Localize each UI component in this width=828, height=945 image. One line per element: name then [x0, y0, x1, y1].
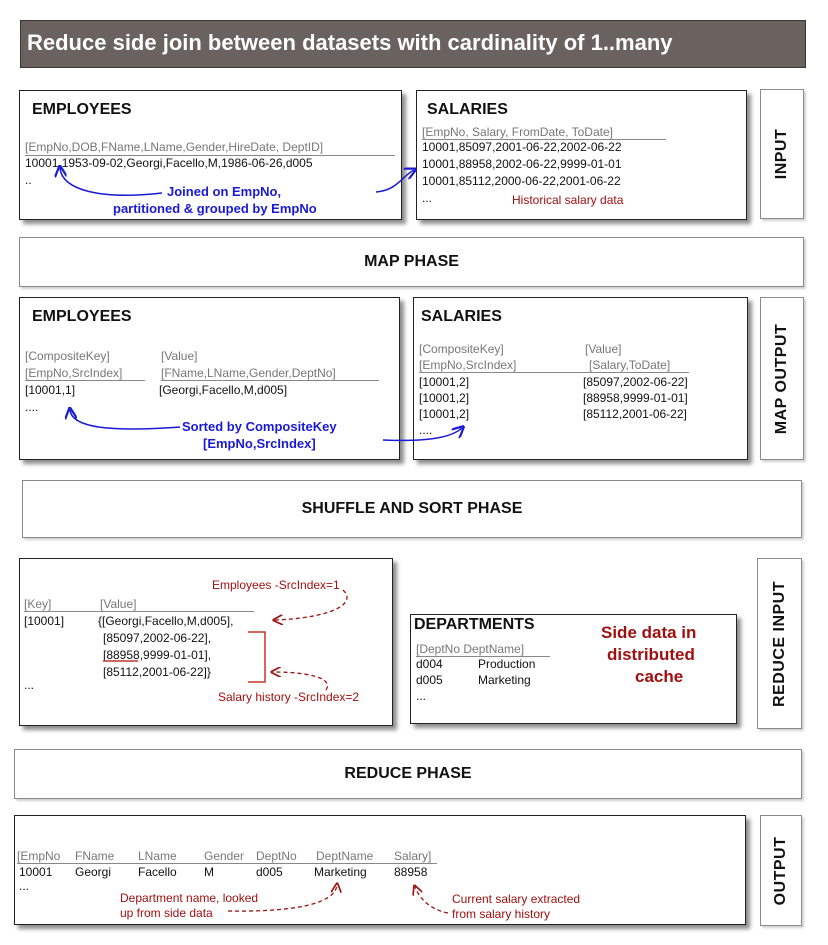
map-phase-bar: [19, 237, 804, 287]
side-data-line3: cache: [635, 667, 684, 686]
dept-note-line2: up from side data: [120, 906, 213, 920]
col-header: [EmpNo: [17, 849, 61, 863]
cell: Facello: [138, 865, 177, 879]
value-header: [Value]: [161, 349, 198, 363]
salary-note: Historical salary data: [512, 193, 624, 207]
side-label-output: [760, 815, 802, 926]
col-header: Gender: [204, 849, 245, 863]
key-header-sub: [EmpNo,SrcIndex]: [25, 366, 123, 380]
table-row-more: ..: [25, 173, 32, 187]
side-data-line1: Side data in: [601, 623, 697, 642]
table-header: [DeptNo DeptName]: [416, 642, 525, 656]
row-more: ...: [416, 689, 427, 703]
phase-label: SHUFFLE AND SORT PHASE: [301, 500, 523, 517]
value-header-sub: [Salary,ToDate]: [589, 358, 671, 372]
side-label-text: INPUT: [773, 128, 790, 180]
cell: 10001: [19, 865, 53, 879]
dept-name: Production: [478, 657, 536, 671]
map-output-employees-box: [19, 297, 400, 460]
value-header: [Value]: [100, 597, 137, 611]
side-data-line2: distributed: [607, 645, 695, 664]
sort-note-line2: [EmpNo,SrcIndex]: [203, 436, 316, 451]
dept-name: Marketing: [478, 673, 531, 687]
row-more: ...: [19, 879, 30, 893]
dept-no: d005: [416, 673, 443, 687]
cell: d005: [256, 865, 283, 879]
table-row: 10001,85097,2001-06-22,2002-06-22: [422, 140, 622, 154]
table-header: [EmpNo, Salary, FromDate, ToDate]: [422, 125, 613, 139]
side-label-input: [760, 89, 804, 219]
header-underline: [419, 372, 689, 373]
departments-box: [410, 614, 737, 724]
row-more: ....: [25, 400, 39, 414]
col-header: DeptName: [316, 849, 374, 863]
phase-label: MAP PHASE: [364, 253, 459, 270]
sort-note-line1: Sorted by CompositeKey: [182, 419, 337, 434]
side-label-map-output: [760, 297, 804, 460]
side-label-text: REDUCE INPUT: [770, 580, 788, 707]
row-value: [Georgi,Facello,M,d005]: [159, 383, 288, 397]
input-salaries-box: [416, 90, 747, 220]
table-header: [EmpNo,DOB,FName,LName,Gender,HireDate, DeptID]: [25, 140, 324, 154]
col-header: Salary]: [394, 849, 432, 863]
row-value: [85097,2002-06-22]: [583, 375, 688, 389]
row-value: {[Georgi,Facello,M,d005],: [98, 614, 234, 628]
row-key: [10001,2]: [419, 391, 470, 405]
reduce-phase-bar: [14, 749, 802, 799]
value-header: [Value]: [585, 342, 622, 356]
row-key: [10001]: [24, 614, 65, 628]
phase-label: REDUCE PHASE: [344, 765, 472, 782]
key-header: [CompositeKey]: [419, 342, 504, 356]
side-label-text: OUTPUT: [772, 836, 789, 905]
box-title: EMPLOYEES: [32, 101, 132, 118]
join-note-line2: partitioned & grouped by EmpNo: [113, 201, 317, 216]
salary-srcindex-note: Salary history -SrcIndex=2: [218, 690, 360, 704]
value-header-sub: [FName,LName,Gender,DeptNo]: [161, 366, 336, 380]
row-key: [10001,2]: [419, 375, 470, 389]
shuffle-phase-bar: [22, 480, 802, 538]
row-value: [85112,2001-06-22]}: [103, 665, 211, 679]
row-key: [10001,2]: [419, 407, 470, 421]
cell: M: [204, 865, 214, 879]
row-key: [10001,1]: [25, 383, 76, 397]
header-underline: [25, 380, 145, 381]
box-title: EMPLOYEES: [32, 308, 132, 325]
table-row: 10001,85112,2000-06-22,2001-06-22: [422, 174, 621, 188]
key-header-sub: [EmpNo,SrcIndex]: [419, 358, 517, 372]
header-underline: [161, 380, 379, 381]
title-bar: [20, 20, 806, 68]
employees-srcindex-note: Employees -SrcIndex=1: [212, 578, 340, 592]
reduce-input-box: [19, 558, 393, 726]
row-value: [85097,2002-06-22],: [103, 631, 212, 645]
row-more: ...: [24, 678, 35, 692]
col-header: FName: [75, 849, 115, 863]
side-label-reduce-input: [757, 558, 802, 729]
row-more: ....: [419, 423, 433, 437]
key-header: [Key]: [24, 597, 52, 611]
map-output-salaries-box: [413, 297, 748, 460]
cell: 88958: [394, 865, 428, 879]
col-header: LName: [138, 849, 177, 863]
join-note-line1: Joined on EmpNo,: [167, 184, 282, 199]
header-underline: [17, 863, 437, 864]
output-box: [14, 815, 746, 925]
side-label-text: MAP OUTPUT: [773, 323, 790, 434]
key-header: [CompositeKey]: [25, 349, 110, 363]
dept-note-line1: Department name, looked: [120, 891, 259, 905]
input-employees-box: [19, 90, 402, 220]
box-title: SALARIES: [421, 308, 502, 325]
table-row: 10001,88958,2002-06-22,9999-01-01: [422, 157, 622, 171]
row-value: [88958,9999-01-01]: [583, 391, 688, 405]
box-title: DEPARTMENTS: [414, 616, 535, 633]
cell: Marketing: [314, 865, 367, 879]
dept-no: d004: [416, 657, 443, 671]
box-title: SALARIES: [427, 101, 508, 118]
salary-note-line2: from salary history: [452, 907, 551, 921]
table-row: 10001,1953-09-02,Georgi,Facello,M,1986-06-26,d005: [25, 156, 313, 170]
row-value: [88958,9999-01-01],: [103, 648, 212, 662]
cell: Georgi: [75, 865, 112, 879]
page-title: Reduce side join between datasets with cardinality of 1..many: [27, 30, 673, 55]
salary-note-line1: Current salary extracted: [452, 892, 581, 906]
col-header: DeptNo: [256, 849, 297, 863]
table-row-more: ...: [422, 191, 433, 205]
header-underline: [24, 611, 254, 612]
row-value: [85112,2001-06-22]: [583, 407, 687, 421]
